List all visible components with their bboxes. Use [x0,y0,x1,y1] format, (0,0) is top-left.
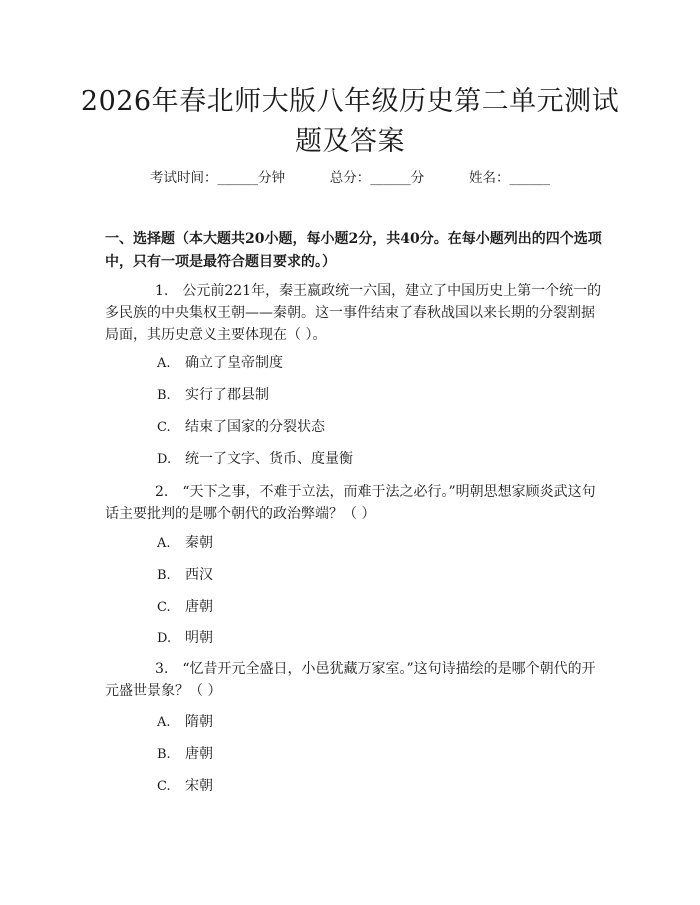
option-text: 统一了文字、货币、度量衡 [185,451,353,467]
question-3-option-b [157,743,213,766]
section-heading: 一、选择题（本大题共20小题，每小题2分，共40分。在每小题列出的四个选项中，只有一项是最符合题目要求的。） [105,231,602,270]
question-text: “忆昔开元全盛日，小邑犹藏万家室。”这句诗描绘的是哪个朝代的开元盛世景象？（ ） [105,661,596,699]
option-letter: C. [157,779,171,794]
question-3 [105,658,607,702]
document-title: 2026年春北师大版八年级历史第二单元测试题及答案 [80,86,620,157]
question-1-option-b [157,384,269,407]
option-letter: A. [157,356,171,371]
option-text: 唐朝 [185,599,213,615]
option-text: 隋朝 [185,714,213,730]
option-letter: D. [157,631,172,646]
question-2-option-b [157,564,213,587]
question-1-option-d [157,448,353,471]
exam-time-field: 考试时间：______分钟 [150,170,285,186]
question-3-option-c [157,775,213,798]
exam-score-field: 总分：______分 [329,170,425,186]
option-letter: A. [157,536,171,551]
option-text: 确立了皇帝制度 [185,355,283,371]
question-1-option-c [157,416,325,439]
question-2 [105,481,607,525]
question-1-option-a [157,352,283,375]
option-letter: B. [157,568,171,583]
option-text: 宋朝 [185,778,213,794]
exam-name-field: 姓名：______ [469,170,550,186]
question-3-option-a [157,711,213,734]
option-letter: B. [157,388,171,403]
question-text: 公元前221年，秦王嬴政统一六国，建立了中国历史上第一个统一的多民族的中央集权王朝——秦朝。这一事件结束了春秋战国以来长期的分裂割据局面，其历史意义主要体现在（ ）。 [105,283,602,343]
exam-info-row [150,168,550,188]
question-text: “天下之事，不难于立法，而难于法之必行。”明朝思想家顾炎武这句话主要批判的是哪个朝代的政治弊端？（ ） [105,484,596,522]
option-letter: D. [157,452,172,467]
question-1 [105,280,607,346]
question-2-option-a [157,532,213,555]
option-letter: C. [157,420,171,435]
option-text: 秦朝 [185,535,213,551]
option-letter: C. [157,600,171,615]
question-2-option-c [157,596,213,619]
question-number: 1. [155,283,169,299]
option-text: 唐朝 [185,746,213,762]
question-number: 3. [155,661,169,677]
option-text: 结束了国家的分裂状态 [185,419,325,435]
option-letter: B. [157,747,171,762]
question-2-option-d [157,627,213,650]
question-number: 2. [155,484,169,500]
option-text: 西汉 [185,567,213,583]
option-text: 明朝 [185,630,213,646]
option-letter: A. [157,715,171,730]
option-text: 实行了郡县制 [185,387,269,403]
